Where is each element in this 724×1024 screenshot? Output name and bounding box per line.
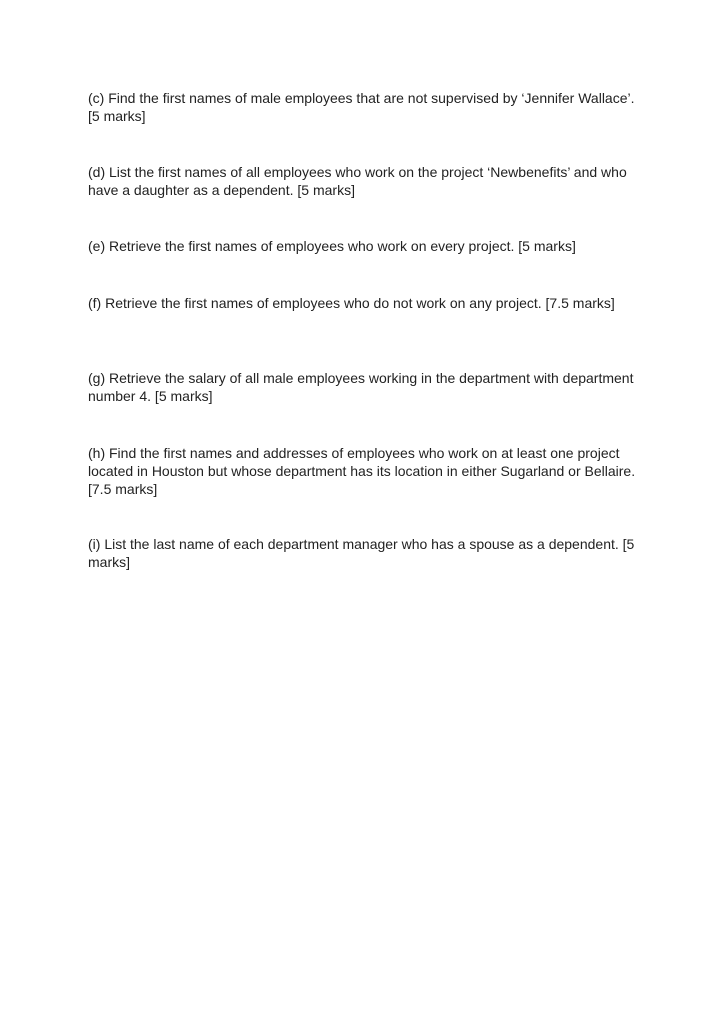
question-f: (f) Retrieve the first names of employees who do not work on any project. [7.5 marks] [88,295,615,311]
question-c: (c) Find the first names of male employees that are not supervised by ‘Jennifer Wallace’. [5 marks] [88,90,635,124]
question-g: (g) Retrieve the salary of all male employees working in the department with department number 4. [5 marks] [88,370,634,404]
question-i: (i) List the last name of each department manager who has a spouse as a dependent. [5 marks] [88,536,635,570]
question-h: (h) Find the first names and addresses of employees who work on at least one project located in Houston but whose department has its location in either Sugarland or Bellaire. [7.5 marks] [88,445,636,497]
question-d: (d) List the first names of all employees who work on the project ‘Newbenefits’ and who have a daughter as a dependent. [5 marks] [88,164,627,198]
question-e: (e) Retrieve the first names of employees who work on every project. [5 marks] [88,238,576,254]
